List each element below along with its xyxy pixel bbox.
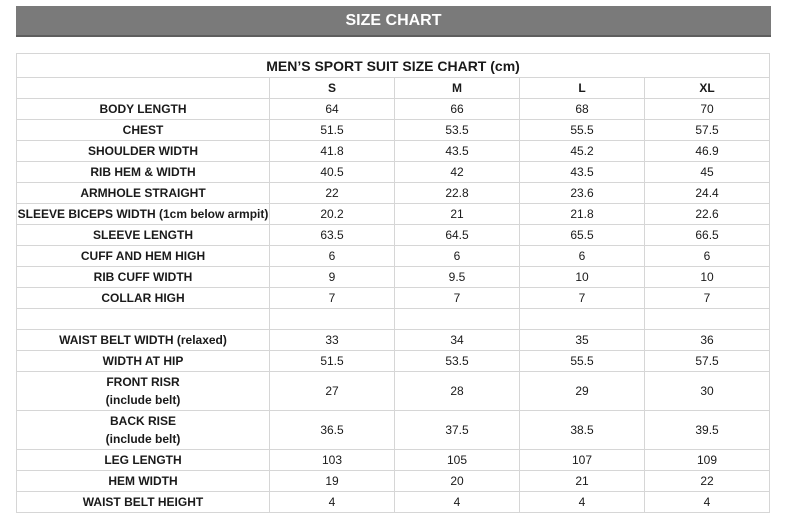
table-row bbox=[17, 99, 770, 120]
size-chart-banner bbox=[16, 6, 771, 37]
measurement-label-text: ARMHOLE STRAIGHT bbox=[80, 186, 206, 200]
measurement-label bbox=[17, 411, 270, 450]
measurement-label-text: BACK RISE bbox=[109, 414, 176, 428]
measurement-label bbox=[17, 492, 270, 513]
table-row bbox=[17, 288, 770, 309]
measurement-value bbox=[395, 309, 520, 330]
measurement-label-text: WAIST BELT HEIGHT bbox=[82, 495, 204, 509]
measurement-value bbox=[270, 309, 395, 330]
size-chart-body bbox=[17, 54, 770, 513]
measurement-value: 21.8 bbox=[520, 204, 645, 225]
measurement-value: 42 bbox=[395, 162, 520, 183]
measurement-value: 10 bbox=[520, 267, 645, 288]
measurement-value: 64.5 bbox=[395, 225, 520, 246]
measurement-label-note: (include belt) bbox=[105, 393, 181, 407]
measurement-value: 36 bbox=[645, 330, 770, 351]
measurement-value: 30 bbox=[645, 372, 770, 411]
measurement-value: 43.5 bbox=[395, 141, 520, 162]
table-row bbox=[17, 492, 770, 513]
measurement-value: 4 bbox=[645, 492, 770, 513]
table-title: MEN’S SPORT SUIT SIZE CHART (cm) bbox=[17, 54, 770, 78]
measurement-value: 4 bbox=[395, 492, 520, 513]
measurement-label-text: WAIST BELT WIDTH (relaxed) bbox=[59, 333, 227, 347]
measurement-label-text: BODY LENGTH bbox=[99, 102, 187, 116]
measurement-value: 37.5 bbox=[395, 411, 520, 450]
measurement-value: 40.5 bbox=[270, 162, 395, 183]
table-row bbox=[17, 225, 770, 246]
measurement-value: 43.5 bbox=[520, 162, 645, 183]
measurement-label bbox=[17, 183, 270, 204]
table-row bbox=[17, 183, 770, 204]
measurement-label-text: HEM WIDTH bbox=[108, 474, 178, 488]
measurement-label-text: FRONT RISR bbox=[106, 375, 180, 389]
table-row bbox=[17, 204, 770, 225]
measurement-value: 39.5 bbox=[645, 411, 770, 450]
measurement-value: 51.5 bbox=[270, 351, 395, 372]
measurement-value: 63.5 bbox=[270, 225, 395, 246]
measurement-label-text: LEG LENGTH bbox=[104, 453, 182, 467]
measurement-value: 41.8 bbox=[270, 141, 395, 162]
measurement-value: 33 bbox=[270, 330, 395, 351]
measurement-value: 66.5 bbox=[645, 225, 770, 246]
measurement-value: 105 bbox=[395, 450, 520, 471]
measurement-value bbox=[645, 309, 770, 330]
measurement-label bbox=[17, 225, 270, 246]
measurement-value: 20 bbox=[395, 471, 520, 492]
measurement-value: 107 bbox=[520, 450, 645, 471]
measurement-value: 22 bbox=[270, 183, 395, 204]
table-title-row bbox=[17, 54, 770, 78]
measurement-label bbox=[17, 372, 270, 411]
size-header: XL bbox=[645, 78, 770, 99]
header-blank-cell bbox=[17, 78, 270, 99]
measurement-label-note: (include belt) bbox=[105, 432, 181, 446]
measurement-value: 7 bbox=[520, 288, 645, 309]
measurement-value: 23.6 bbox=[520, 183, 645, 204]
banner-title: SIZE CHART bbox=[345, 11, 442, 29]
measurement-value: 36.5 bbox=[270, 411, 395, 450]
measurement-value: 22.8 bbox=[395, 183, 520, 204]
size-chart-table bbox=[16, 53, 770, 513]
measurement-value: 109 bbox=[645, 450, 770, 471]
measurement-label-text: SLEEVE BICEPS WIDTH (1cm below armpit) bbox=[17, 207, 269, 221]
measurement-label-text: COLLAR HIGH bbox=[101, 291, 185, 305]
measurement-label bbox=[17, 204, 270, 225]
measurement-value: 6 bbox=[520, 246, 645, 267]
measurement-label bbox=[17, 288, 270, 309]
table-row bbox=[17, 471, 770, 492]
measurement-label-text: CHEST bbox=[122, 123, 164, 137]
measurement-value: 70 bbox=[645, 99, 770, 120]
table-row bbox=[17, 411, 770, 450]
measurement-value: 64 bbox=[270, 99, 395, 120]
measurement-label-text: RIB CUFF WIDTH bbox=[93, 270, 193, 284]
measurement-label bbox=[17, 450, 270, 471]
table-row bbox=[17, 372, 770, 411]
measurement-label bbox=[17, 120, 270, 141]
table-header-row bbox=[17, 78, 770, 99]
measurement-value: 22.6 bbox=[645, 204, 770, 225]
measurement-label-text: RIB HEM & WIDTH bbox=[90, 165, 196, 179]
measurement-value: 9.5 bbox=[395, 267, 520, 288]
measurement-label bbox=[17, 246, 270, 267]
measurement-value: 45.2 bbox=[520, 141, 645, 162]
measurement-value: 6 bbox=[270, 246, 395, 267]
measurement-value: 38.5 bbox=[520, 411, 645, 450]
size-header: S bbox=[270, 78, 395, 99]
measurement-value: 57.5 bbox=[645, 351, 770, 372]
measurement-value: 68 bbox=[520, 99, 645, 120]
measurement-label bbox=[17, 309, 270, 330]
measurement-value: 10 bbox=[645, 267, 770, 288]
measurement-value: 19 bbox=[270, 471, 395, 492]
measurement-value: 6 bbox=[645, 246, 770, 267]
measurement-value: 65.5 bbox=[520, 225, 645, 246]
measurement-label-text: SLEEVE LENGTH bbox=[92, 228, 193, 242]
table-row bbox=[17, 351, 770, 372]
measurement-value: 34 bbox=[395, 330, 520, 351]
measurement-value: 51.5 bbox=[270, 120, 395, 141]
measurement-label-text: CUFF AND HEM HIGH bbox=[80, 249, 206, 263]
table-row bbox=[17, 267, 770, 288]
measurement-value: 28 bbox=[395, 372, 520, 411]
table-row bbox=[17, 246, 770, 267]
measurement-label bbox=[17, 141, 270, 162]
measurement-label bbox=[17, 351, 270, 372]
measurement-value: 55.5 bbox=[520, 120, 645, 141]
measurement-value: 24.4 bbox=[645, 183, 770, 204]
measurement-value bbox=[520, 309, 645, 330]
measurement-value: 66 bbox=[395, 99, 520, 120]
measurement-value: 20.2 bbox=[270, 204, 395, 225]
table-row bbox=[17, 330, 770, 351]
size-header: L bbox=[520, 78, 645, 99]
measurement-label-text: WIDTH AT HIP bbox=[102, 354, 184, 368]
table-row bbox=[17, 162, 770, 183]
measurement-label bbox=[17, 267, 270, 288]
measurement-value: 57.5 bbox=[645, 120, 770, 141]
measurement-value: 27 bbox=[270, 372, 395, 411]
size-header: M bbox=[395, 78, 520, 99]
measurement-label bbox=[17, 99, 270, 120]
measurement-value: 29 bbox=[520, 372, 645, 411]
measurement-value: 7 bbox=[395, 288, 520, 309]
measurement-value: 46.9 bbox=[645, 141, 770, 162]
measurement-value: 55.5 bbox=[520, 351, 645, 372]
measurement-value: 103 bbox=[270, 450, 395, 471]
measurement-value: 45 bbox=[645, 162, 770, 183]
measurement-value: 4 bbox=[270, 492, 395, 513]
measurement-value: 7 bbox=[645, 288, 770, 309]
measurement-value: 21 bbox=[520, 471, 645, 492]
measurement-value: 35 bbox=[520, 330, 645, 351]
measurement-label bbox=[17, 471, 270, 492]
measurement-value: 7 bbox=[270, 288, 395, 309]
table-row bbox=[17, 120, 770, 141]
measurement-value: 4 bbox=[520, 492, 645, 513]
measurement-label bbox=[17, 330, 270, 351]
measurement-value: 53.5 bbox=[395, 351, 520, 372]
table-row bbox=[17, 450, 770, 471]
measurement-value: 22 bbox=[645, 471, 770, 492]
measurement-value: 9 bbox=[270, 267, 395, 288]
measurement-value: 53.5 bbox=[395, 120, 520, 141]
measurement-value: 21 bbox=[395, 204, 520, 225]
table-row bbox=[17, 309, 770, 330]
table-row bbox=[17, 141, 770, 162]
measurement-value: 6 bbox=[395, 246, 520, 267]
measurement-label-text: SHOULDER WIDTH bbox=[88, 144, 198, 158]
measurement-label bbox=[17, 162, 270, 183]
